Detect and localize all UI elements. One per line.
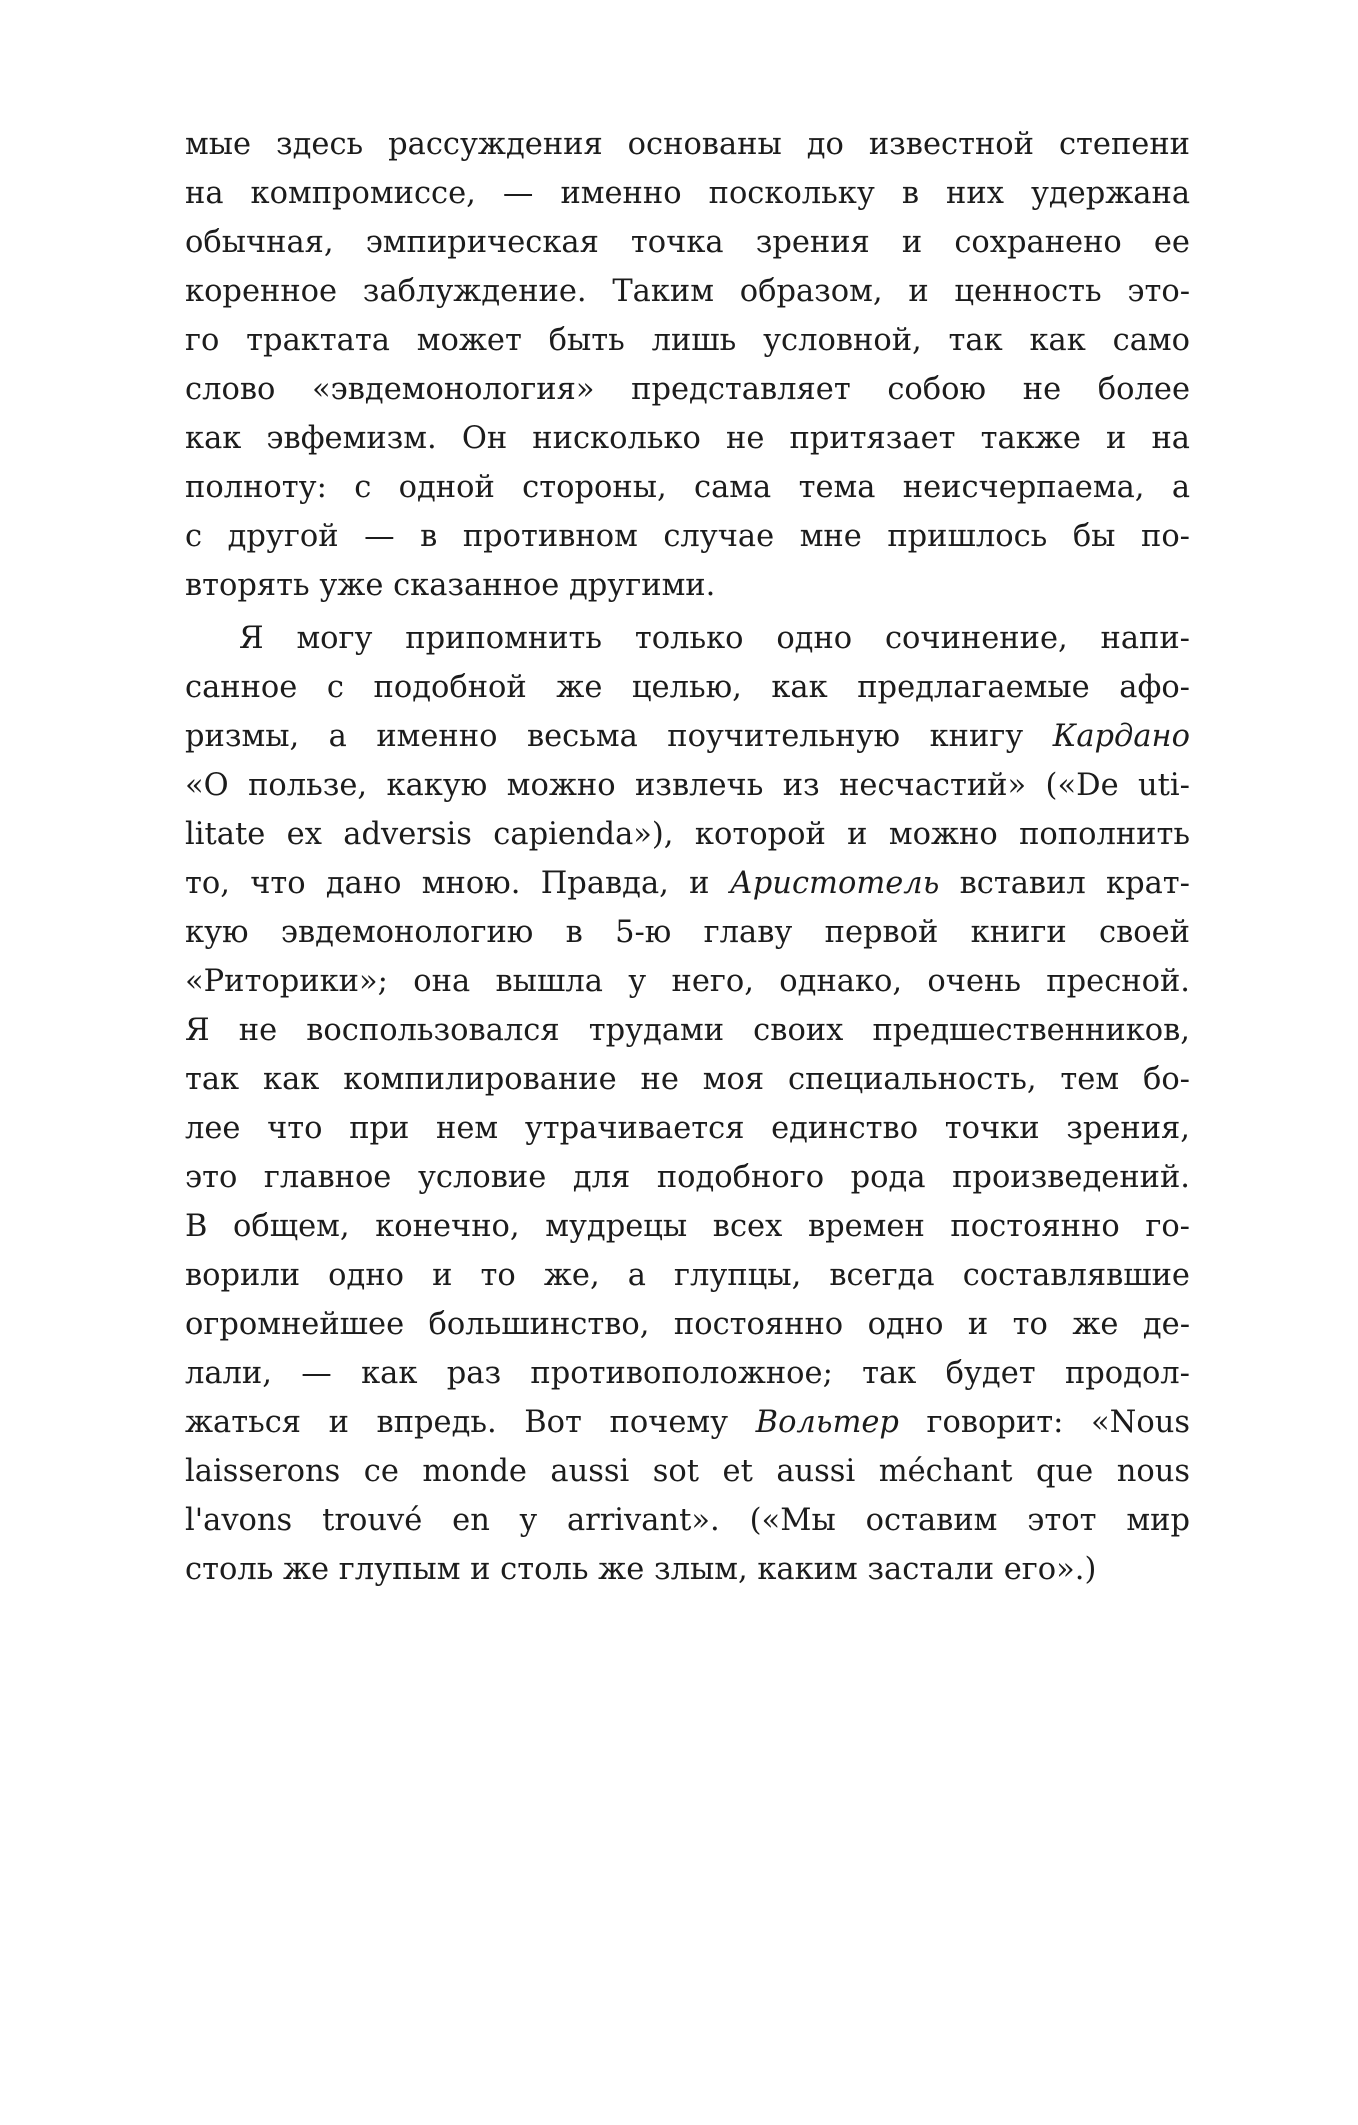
text-segment: litate ex adversis capienda»), которой и можно пополнить [185,817,1190,852]
text-segment: l'avons trouvé en y arrivant». («Мы оставим этот мир [185,1503,1190,1538]
text-line [185,1104,1190,1153]
text-line [185,316,1190,365]
text-segment: с другой — в противном случае мне пришлось бы по- [185,519,1190,554]
text-segment: Я не воспользовался трудами своих предшественников, [185,1013,1190,1048]
text-line [185,859,1190,908]
text-line [185,1251,1190,1300]
text-segment: «Риторики»; она вышла у него, однако, очень пресной. [185,964,1190,999]
text-line [185,218,1190,267]
text-segment: В общем, конечно, мудрецы всех времен постоянно го- [185,1209,1190,1244]
text-line [185,810,1190,859]
text-segment: го трактата может быть лишь условной, так как само [185,323,1190,358]
text-line [185,1545,1190,1594]
text-line [185,957,1190,1006]
text-line [185,1006,1190,1055]
text-line [185,512,1190,561]
italic-name: Кардано [1052,719,1190,754]
text-segment: столь же глупым и столь же злым, каким застали его».) [185,1552,1097,1587]
text-line [185,1496,1190,1545]
text-line [185,414,1190,463]
text-segment: мые здесь рассуждения основаны до известной степени [185,127,1190,162]
text-segment: слово «эвдемонология» представляет собою не более [185,372,1190,407]
text-line [185,712,1190,761]
text-line [185,761,1190,810]
text-segment: огромнейшее большинство, постоянно одно и то же де- [185,1307,1190,1342]
text-line [185,561,1190,610]
text-segment: говорит: «Nous [898,1405,1190,1440]
text-line [185,365,1190,414]
text-line [185,1055,1190,1104]
text-segment: обычная, эмпирическая точка зрения и сохранено ее [185,225,1190,260]
text-segment: laisserons ce monde aussi sot et aussi méchant que nous [185,1454,1190,1489]
text-line [185,1300,1190,1349]
text-segment: ризмы, а именно весьма поучительную книгу [185,719,1053,754]
text-line [185,1349,1190,1398]
text-line [185,1398,1190,1447]
text-segment: кую эвдемонологию в 5-ю главу первой книги своей [185,915,1190,950]
text-segment: вторять уже сказанное другими. [185,568,716,603]
text-segment: полноту: с одной стороны, сама тема неисчерпаема, а [185,470,1190,505]
paragraph [185,120,1190,610]
text-segment: Я могу припомнить только одно сочинение, напи- [239,621,1190,656]
text-segment: лали, — как раз противоположное; так будет продол- [185,1356,1190,1391]
text-segment: санное с подобной же целью, как предлагаемые афо- [185,670,1190,705]
text-line [185,908,1190,957]
text-line [185,120,1190,169]
italic-name: Аристотель [729,866,940,901]
italic-name: Вольтер [755,1405,899,1440]
text-segment: «О пользе, какую можно извлечь из несчастий» («De uti- [185,768,1190,803]
text-line [185,1447,1190,1496]
body-text [185,120,1190,1594]
text-line [185,1202,1190,1251]
text-segment: как эвфемизм. Он нисколько не притязает также и на [185,421,1190,456]
text-segment: то, что дано мною. Правда, и [185,866,730,901]
text-line [185,169,1190,218]
text-segment: так как компилирование не моя специальность, тем бо- [185,1062,1190,1097]
text-segment: это главное условие для подобного рода произведений. [185,1160,1190,1195]
paragraph [185,614,1190,1594]
text-line [185,463,1190,512]
text-segment: ворили одно и то же, а глупцы, всегда составлявшие [185,1258,1190,1293]
text-line [185,267,1190,316]
text-line [185,1153,1190,1202]
text-segment: жаться и впредь. Вот почему [185,1405,756,1440]
text-line [185,614,1190,663]
text-segment: коренное заблуждение. Таким образом, и ценность это- [185,274,1190,309]
text-segment: на компромиссе, — именно поскольку в них удержана [185,176,1190,211]
text-segment: лее что при нем утрачивается единство точки зрения, [185,1111,1190,1146]
text-line [185,663,1190,712]
text-segment: вставил крат- [939,866,1190,901]
